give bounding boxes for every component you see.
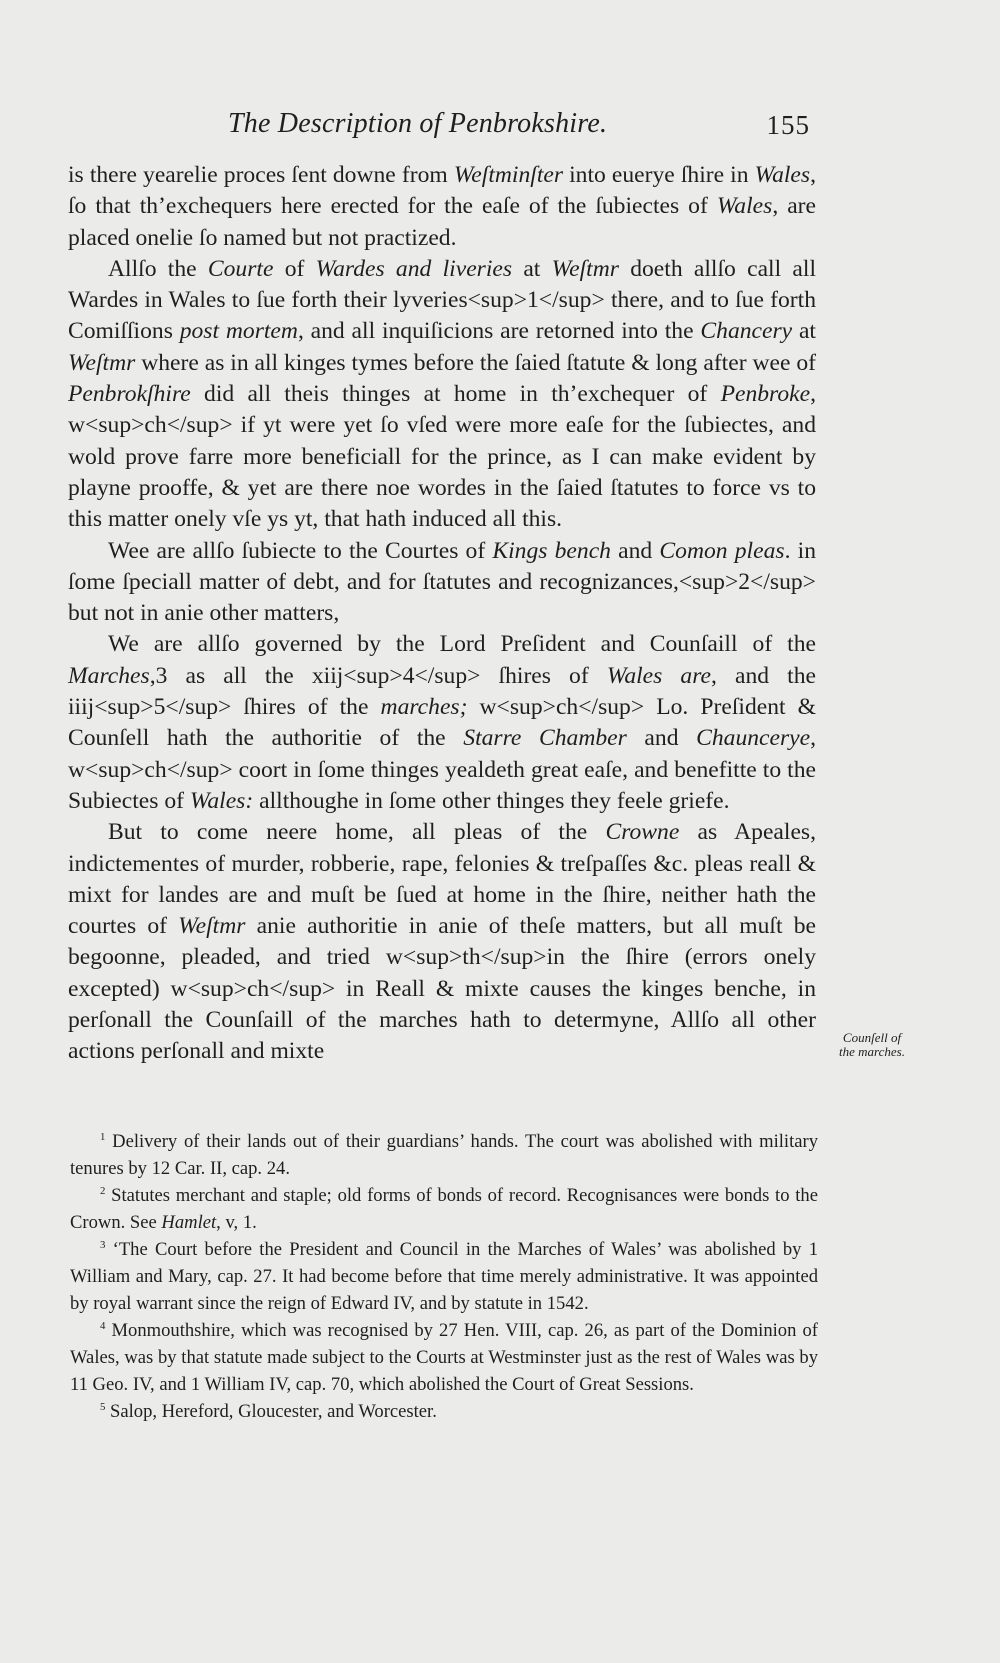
running-header bbox=[68, 108, 810, 148]
page-number: 155 bbox=[766, 110, 810, 140]
margin-note bbox=[822, 1031, 922, 1059]
margin-note-line-1: Counſell of bbox=[842, 1030, 902, 1045]
footnote-2: $^2$ Statutes merchant and staple; old forms of bonds of record. Recognisances were bonds to the Crown. See Hamlet, v, 1. bbox=[70, 1184, 818, 1233]
footnote-5: $^5$ Salop, Hereford, Gloucester, and Worcester. bbox=[100, 1400, 437, 1422]
footnotes bbox=[70, 1128, 818, 1425]
paragraph-4: We are allſo governed by the Lord Preſident and Counſaill of the Marches,3 as all the xiij<sup>4</sup> ſhires of Wales are, and the iiij<sup>5</sup> ſhires of the marches; w<sup>ch</sup> Lo. Preſident & Counſell hath the authoritie of the Starre Chamber and Chauncerye, w<sup>ch</sup> coort in ſome thinges yealdeth great eaſe, and benefitte to the Subiectes of Wales: allthoughe in ſome other thinges they feele griefe. bbox=[68, 631, 817, 814]
paragraph-3: Wee are allſo ſubiecte to the Courtes of Kings bench and Comon pleas. in ſome ſpeciall matter of debt, and for ſtatutes and recognizances,<sup>2</sup> but not in anie other matters, bbox=[68, 537, 816, 627]
footnote-4: $^4$ Monmouthshire, which was recognised by 27 Hen. VIII, cap. 26, as part of the Dominion of Wales, was by that statute made subject to the Courts at Westminster just as the rest of Wales was by 11 Geo. IV, and 1 William IV, cap. 70, which abolished the Court of Great Sessions. bbox=[70, 1319, 818, 1395]
margin-note-line-2: the marches. bbox=[839, 1044, 905, 1059]
paragraph-2: Allſo the Courte of Wardes and liveries at Weſtmr doeth allſo call all Wardes in Wales to ſue forth their lyveries<sup>1</sup> there, and to ſue forth Comiſſions post mortem, and all inquiſicions are retorned into the Chancery at Weſtmr where as in all kinges tymes before the ſaied ſtatute & long after wee of Penbrokſhire did all theis thinges at home in th’exchequer of Penbroke, w<sup>ch</sup> if yt were yet ſo vſed were more eaſe for the ſubiectes, and wold prove farre more beneficiall for the prince, as I can make evident by playne prooffe, & yet are there noe wordes in the ſaied ſtatutes to force vs to this matter onely vſe ys yt, that hath induced all this. bbox=[68, 255, 817, 533]
paragraph-5: But to come neere home, all pleas of the Crowne as Apeales, indictementes of murder, robberie, rape, felonies & treſpaſſes &c. pleas reall & mixt for landes are and muſt be ſued at home in the ſhire, neither hath the courtes of Weſtmr anie authoritie in anie of theſe matters, but all muſt be begoonne, pleaded, and tried w<sup>th</sup>in the ſhire (errors onely excepted) w<sup>ch</sup> in Reall & mixte causes the kinges benche, in perſonall the Counſaill of the marches hath to determyne, Allſo all other actions perſonall and mixte bbox=[68, 819, 816, 1065]
main-text bbox=[68, 160, 816, 1068]
running-title: The Description of Penbrokshire. bbox=[228, 108, 608, 139]
footnote-1: $^1$ Delivery of their lands out of their guardians’ hands. The court was abolished with military tenures by 12 Car. II, cap. 24. bbox=[70, 1130, 818, 1179]
footnote-3: $^3$ ‘The Court before the President and Council in the Marches of Wales’ was abolished by 1 William and Mary, cap. 27. It had become before that time merely administrative. It was appointed by royal warrant since the reign of Edward IV, and by statute in 1542. bbox=[70, 1238, 818, 1314]
paragraph-1: is there yearelie proces ſent downe from Weſtminſter into euerye ſhire in Wales, ſo that th’exchequers here erected for the eaſe of the ſubiectes of Wales, are placed onelie ſo named but not practized. bbox=[68, 162, 816, 251]
